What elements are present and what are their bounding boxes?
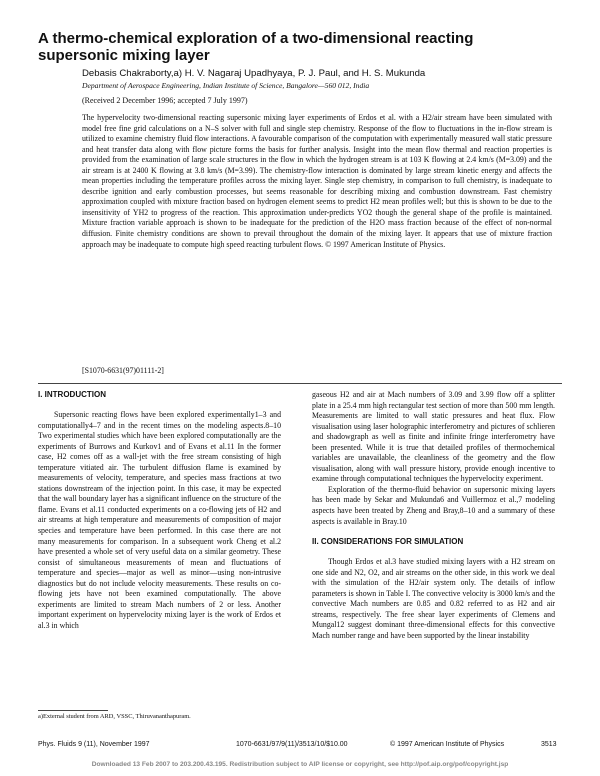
abstract: The hypervelocity two-dimensional reacting supersonic mixing layer experiments of Erdos et al. with a H2/air stream have been simulated with model free fine grid calculations on a N–S solver with full and single step chemistry. Response of the flow to fluctuations in the in-flow stream is utilized to examine chemistry fluid flow interactions. A favourable comparison of the computation with experimentally measured wall static pressure and heat transfer data along with flow picture forms the basis for further analysis. Insight into the mean flow thermal and reaction properties is provided from the examination of large scale structures in the flow in which the hydrogen stream is at 103 K flowing at 2.4 km/s (M=3.09) and the air stream is at 2400 K flowing at 3.8 km/s (M=3.99). The chemistry-flow interaction is dominated by large stream kinetic energy and affects the mean properties including the temperature profiles across the mixing layer. Single step chemistry, in comparison to full chemistry, is inadequate to describe ignition and early combustion processes, but seems reasonable for describing mixing and combustion downstream. Fast chemistry approximation coupled with mixture fraction based on hydrogen element seems to predict H2 mean profiles well; but this is shown to be due to the insensitivity of YH2 to progress of the reaction. This approximation under-predicts YO2 though the general shape of the profile is maintained. Mixture fraction variable approach is shown to be inadequate for the prediction of the H2O mass fraction because of the effect of non-normal diffusion. Finite chemistry conditions are shown to prevail throughout the domain of the mixing layer. It appears that use of mixture fraction approach may be inadequate to compute high speed reacting turbulent flows. © 1997 American Institute of Physics. [82,113,552,249]
received-dates: (Received 2 December 1996; accepted 7 July 1997) [82,96,248,105]
paragraph: gaseous H2 and air at Mach numbers of 3.09 and 3.99 flow off a splitter plate in a 25.4 mm high rectangular test section of more than 500 mm length. Measurements are limited to wall static pressures and heat flux. Flow visualisation using laser holographic interferometry and pictures of schlieren and shadowgraph as well as finite and infinite fringe interferometry have been presented. While it is true that detailed profiles of thermochemical variables are unavailable, the cleanliness of the geometry and the flow visualisation, along with wall pressure history, provide enough incentive to examine through computational techniques the hypervelocity experiment. [312,390,555,484]
section-divider [38,383,562,384]
journal-citation: Phys. Fluids 9 (11), November 1997 [38,741,150,748]
article-code: 1070-6631/97/9(11)/3513/10/$10.00 [236,741,348,748]
copyright-notice: © 1997 American Institute of Physics [390,741,505,748]
affiliation: Department of Aerospace Engineering, Indian Institute of Science, Bangalore—560 012, India [82,81,370,90]
left-column [38,390,281,631]
paragraph: Though Erdos et al.3 have studied mixing layers with a H2 stream on one side and N2, O2, and air streams on the other side, in this work we deal with the simulation of the H2/air system only. The details of inflow parameters is shown in Table I. The convective velocity is 3000 km/s and the convective Mach numbers are 0.85 and 0.82 referred to as H2 and air streams, respectively. The free shear layer experiments of Clemens and Mungal12 suggest dominant three-dimensional effects for this convective Mach number range and have been supported by the linear instability [312,557,555,640]
right-column [312,390,555,641]
download-notice: Downloaded 13 Feb 2007 to 203.200.43.195. Redistribution subject to AIP license or copyright, see http://pof.aip.org/pof/copyright.jsp [91,761,509,768]
section-heading-considerations: II. CONSIDERATIONS FOR SIMULATION [312,537,464,547]
paragraph: Exploration of the thermo-fluid behavior on supersonic mixing layers has been made by Sekar and Mukunda6 and Vuillermoz et al.,7 modeling aspects have been treated by Zheng and Bray,8–10 and a summary of these aspects is available in Bray.10 [312,484,555,526]
footnote-rule [38,710,108,711]
page-number: 3513 [541,741,557,748]
article-title: A thermo-chemical exploration of a two-dimensional reacting supersonic mixing layer [38,30,474,64]
pacs-code: [S1070-6631(97)01111-2] [82,366,164,375]
author-list: Debasis Chakraborty,a) H. V. Nagaraj Upadhyaya, P. J. Paul, and H. S. Mukunda [82,68,426,79]
paragraph: Supersonic reacting flows have been explored experimentally1–3 and computationally4–7 and in the recent times on the modeling aspects.8–10 Two experimental studies which have been explored computationally are the experiments of Burrows and Kurkov1 and of Evans et al.11 In the former case, H2 comes off as a wall-jet with the free stream consisting of high temperature vitiated air. The turbulent diffusion flame is examined by measurements of velocity, temperature, and species mass fractions at two stations downstream of the injection point. In this case, it may be expected that the wall boundary layer has a significant influence on the structure of the flame. Evans et al.11 conducted experiments on a co-flowing jets of H2 and air streams at high temperature and measurements of composition of major species and temperature have been performed. In this case there are not many measurements for comparison. In a subsequent work Cheng et al.2 have presented a whole set of very useful data on a similar geometry. These consist of simultaneous measurements of mean and fluctuations of temperature and species—major as well as minor—using non-intrusive diagnostics but do not include velocity measurements. These results on co-flowing jets have not been examined computationally. The above experiments are limited to stream Mach numbers of 2 or less. Another important experiment on hypervelocity mixing layer is the work of Erdos et al.3 in which [38,410,281,630]
section-heading-introduction: I. INTRODUCTION [38,390,106,399]
footnote: a)External student from ARD, VSSC, Thiruvananthapuram. [38,713,191,720]
